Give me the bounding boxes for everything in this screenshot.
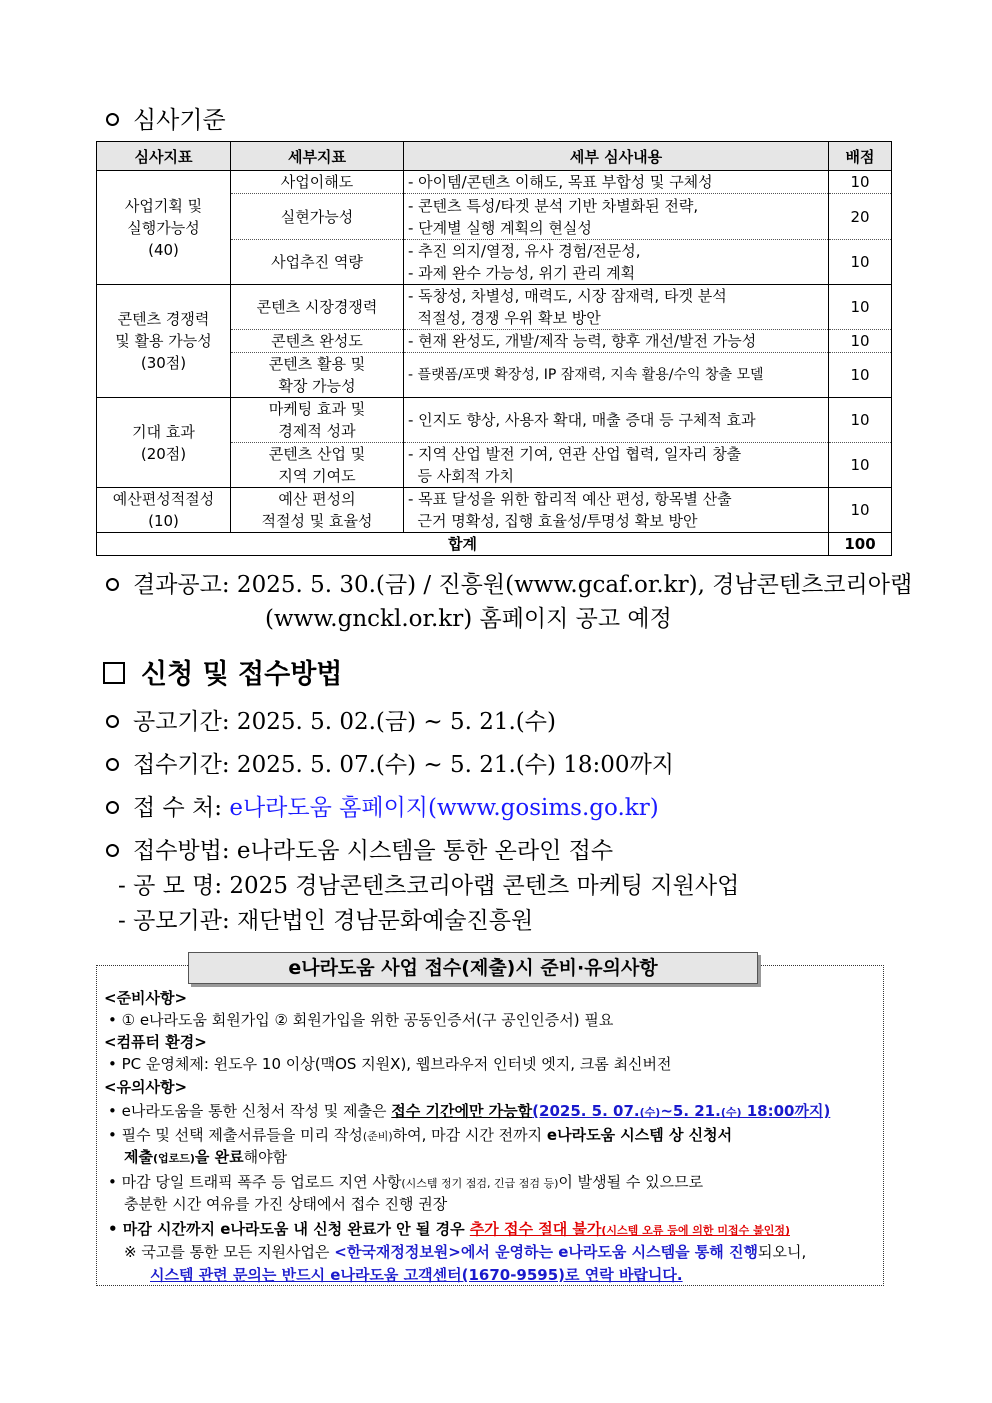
detail-cell: - 플랫폼/포맷 확장성, IP 잠재력, 지속 활용/수익 창출 모델 bbox=[404, 353, 829, 398]
score-cell: 10 bbox=[829, 171, 892, 194]
result-line-1: 결과공고: 2025. 5. 30.(금) / 진흥원(www.gcaf.or.kr), 경남콘텐츠코리아랩 bbox=[106, 566, 912, 599]
caution-item-4: • 마감 시간까지 e나라도움 내 신청 완료가 안 될 경우 추가 접수 절대 불가(시스템 오류 등에 의한 미접수 불인정) bbox=[108, 1220, 790, 1238]
prep-item: • ① e나라도움 회원가입 ② 회원가입을 위한 공동인증서(구 공인인증서) 필요 bbox=[108, 1011, 614, 1029]
detail-cell: - 지역 산업 발전 기여, 연관 산업 협력, 일자리 창출 등 사회적 가치 bbox=[404, 443, 829, 488]
table-header-row bbox=[97, 142, 892, 171]
criteria-heading: 심사기준 bbox=[106, 100, 226, 135]
apply-heading: 신청 및 접수방법 bbox=[103, 652, 342, 691]
header-cell: 배점 bbox=[829, 142, 892, 171]
sub-indicator-cell: 콘텐츠 산업 및 지역 기여도 bbox=[231, 443, 404, 488]
pc-item: • PC 운영체제: 윈도우 10 이상(맥OS 지원X), 웹브라우저 인터넷 엣지, 크롬 최신버전 bbox=[108, 1055, 672, 1073]
result-line-2: (www.gnckl.or.kr) 홈페이지 공고 예정 bbox=[265, 606, 672, 632]
contest-name: - 공 모 명: 2025 경남콘텐츠코리아랩 콘텐츠 마케팅 지원사업 bbox=[118, 873, 740, 899]
detail-cell: - 추진 의지/열정, 유사 경험/전문성, - 과제 완수 가능성, 위기 관리 계획 bbox=[404, 240, 829, 285]
circle-bullet-icon bbox=[106, 113, 119, 126]
criteria-table bbox=[96, 141, 892, 556]
receipt-place-link[interactable]: e나라도움 홈페이지(www.gosims.go.kr) bbox=[229, 795, 659, 821]
receipt-period: 접수기간: 2025. 5. 07.(수) ~ 5. 21.(수) 18:00까지 bbox=[106, 746, 674, 779]
sub-indicator-cell: 실현가능성 bbox=[231, 194, 404, 240]
square-bullet-icon bbox=[103, 662, 125, 684]
table-row bbox=[97, 171, 892, 194]
table-row bbox=[97, 285, 892, 330]
total-row bbox=[97, 533, 892, 556]
category-cell: 콘텐츠 경쟁력 및 활용 가능성 (30점) bbox=[97, 285, 231, 398]
circle-bullet-icon bbox=[106, 844, 119, 857]
caution-item-3-cont: 충분한 시간 여유를 가진 상태에서 접수 진행 권장 bbox=[124, 1195, 448, 1213]
detail-cell: - 독창성, 차별성, 매력도, 시장 잠재력, 타겟 분석 적절성, 경쟁 우위 확보 방안 bbox=[404, 285, 829, 330]
detail-cell: - 콘텐츠 특성/타겟 분석 기반 차별화된 전략, - 단계별 실행 계획의 현실성 bbox=[404, 194, 829, 240]
header-cell: 심사지표 bbox=[97, 142, 231, 171]
table-row bbox=[97, 488, 892, 533]
circle-bullet-icon bbox=[106, 715, 119, 728]
category-cell: 예산편성적절성 (10) bbox=[97, 488, 231, 533]
score-cell: 20 bbox=[829, 194, 892, 240]
score-cell: 10 bbox=[829, 398, 892, 443]
category-cell: 사업기획 및 실행가능성 (40) bbox=[97, 171, 231, 285]
caution-item-5: ※ 국고를 통한 모든 지원사업은 <한국재정정보원>에서 운영하는 e나라도움 시스템을 통해 진행되오니, bbox=[124, 1243, 807, 1261]
table-row bbox=[97, 398, 892, 443]
sub-indicator-cell: 예산 편성의 적절성 및 효율성 bbox=[231, 488, 404, 533]
caution-heading: <유의사항> bbox=[104, 1078, 188, 1096]
notice-period: 공고기간: 2025. 5. 02.(금) ~ 5. 21.(수) bbox=[106, 703, 556, 736]
receipt-method: 접수방법: e나라도움 시스템을 통한 온라인 접수 bbox=[106, 832, 613, 865]
score-cell: 10 bbox=[829, 330, 892, 353]
sub-indicator-cell: 마케팅 효과 및 경제적 성과 bbox=[231, 398, 404, 443]
sub-indicator-cell: 사업이해도 bbox=[231, 171, 404, 194]
score-cell: 10 bbox=[829, 443, 892, 488]
caution-item-1: • e나라도움을 통한 신청서 작성 및 제출은 접수 기간에만 가능함(2025. 5. 07.(수)~5. 21.(수) 18:00까지) bbox=[108, 1102, 831, 1120]
prep-heading: <준비사항> bbox=[104, 989, 188, 1007]
detail-cell: - 목표 달성을 위한 합리적 예산 편성, 항목별 산출 근거 명확성, 집행 효율성/투명성 확보 방안 bbox=[404, 488, 829, 533]
caution-item-3: • 마감 당일 트래픽 폭주 등 업로드 지연 사항(시스템 정기 점검, 긴급 점검 등)이 발생될 수 있으므로 bbox=[108, 1173, 704, 1191]
detail-cell: - 인지도 향상, 사용자 확대, 매출 증대 등 구체적 효과 bbox=[404, 398, 829, 443]
caution-item-2: • 필수 및 선택 제출서류들을 미리 작성(준비)하여, 마감 시간 전까지 e나라도움 시스템 상 신청서 bbox=[108, 1126, 733, 1144]
contest-org: - 공모기관: 재단법인 경남문화예술진흥원 bbox=[118, 908, 534, 934]
caution-item-6: 시스템 관련 문의는 반드시 e나라도움 고객센터(1670-9595)로 연락 바랍니다. bbox=[150, 1266, 683, 1284]
header-cell: 세부지표 bbox=[231, 142, 404, 171]
circle-bullet-icon bbox=[106, 801, 119, 814]
score-cell: 10 bbox=[829, 488, 892, 533]
category-cell: 기대 효과 (20점) bbox=[97, 398, 231, 488]
detail-cell: - 아이템/콘텐츠 이해도, 목표 부합성 및 구체성 bbox=[404, 171, 829, 194]
sub-indicator-cell: 콘텐츠 완성도 bbox=[231, 330, 404, 353]
sub-indicator-cell: 콘텐츠 활용 및 확장 가능성 bbox=[231, 353, 404, 398]
receipt-place: 접 수 처: e나라도움 홈페이지(www.gosims.go.kr) bbox=[106, 789, 659, 822]
sub-indicator-cell: 콘텐츠 시장경쟁력 bbox=[231, 285, 404, 330]
detail-cell: - 현재 완성도, 개발/제작 능력, 향후 개선/발전 가능성 bbox=[404, 330, 829, 353]
score-cell: 10 bbox=[829, 353, 892, 398]
header-cell: 세부 심사내용 bbox=[404, 142, 829, 171]
total-score: 100 bbox=[829, 533, 892, 556]
score-cell: 10 bbox=[829, 285, 892, 330]
score-cell: 10 bbox=[829, 240, 892, 285]
pc-heading: <컴퓨터 환경> bbox=[104, 1033, 207, 1051]
caution-item-2-cont: 제출(업로드)을 완료해야함 bbox=[124, 1148, 288, 1166]
circle-bullet-icon bbox=[106, 578, 119, 591]
notice-title: e나라도움 사업 접수(제출)시 준비·유의사항 bbox=[188, 952, 758, 984]
total-label: 합계 bbox=[97, 533, 829, 556]
circle-bullet-icon bbox=[106, 758, 119, 771]
sub-indicator-cell: 사업추진 역량 bbox=[231, 240, 404, 285]
